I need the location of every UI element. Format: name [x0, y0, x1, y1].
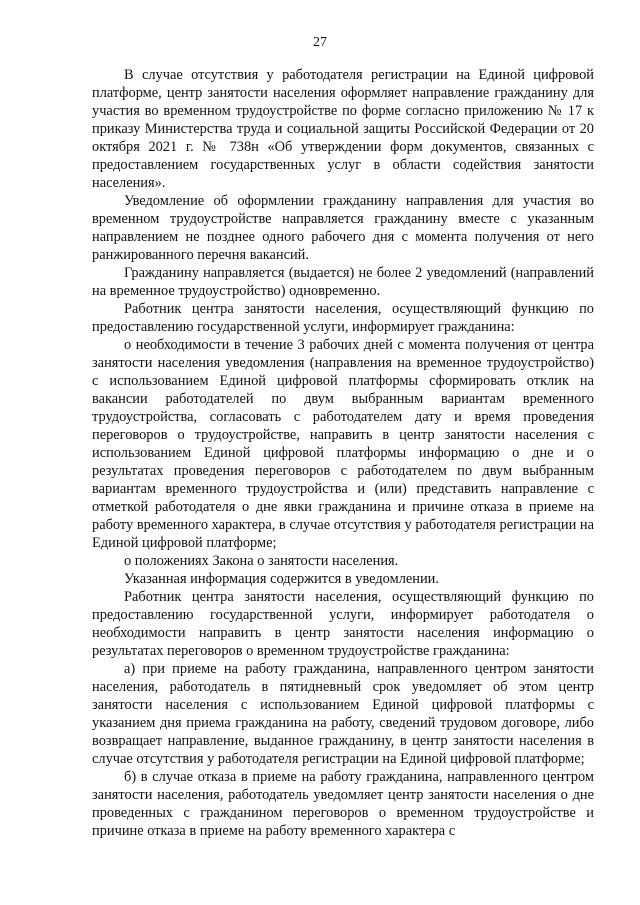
paragraph-informs-employer: Работник центра занятости населения, осуществляющий функцию по предоставлению государственной услуги, информирует работодателя о необходимости направить в центр занятости населения информацию о результатах переговоров о временном трудоустройстве гражданина: [92, 589, 594, 659]
document-body [92, 66, 594, 840]
paragraph-info-in-notification: Указанная информация содержится в уведомлении. [124, 571, 439, 587]
paragraph-no-registration: В случае отсутствия у работодателя регистрации на Единой цифровой платформе, центр занятости населения оформляет направление гражданину для участия во временном трудоустройстве по форме согласно приложению № 17 к приказу Министерства труда и социальной защиты Российской Федерации от 20 октября 2021 г. № 738н «Об утверждении форм документов, связанных с предоставлением государственных услуг в области содействия занятости населения». [92, 67, 594, 191]
paragraph-law-provisions: о положениях Закона о занятости населения. [124, 553, 399, 569]
paragraph-notification: Уведомление об оформлении гражданину направления для участия во временном трудоустройстве направляется гражданину вместе с указанным направлением не позднее одного рабочего дня с момента получения от него ранжированного перечня вакансий. [92, 193, 594, 263]
paragraph-necessity: о необходимости в течение 3 рабочих дней с момента получения от центра занятости населения уведомления (направления на временное трудоустройство) с использованием Единой цифровой платформы сформировать отклик на вакансии работодателей по двум выбранным вариантам временного трудоустройства, согласовать с работодателем дату и время проведения переговоров о трудоустройстве, направить в центр занятости населения с использованием Единой цифровой платформы информацию о дне и о результатах проведения переговоров с работодателем по двум выбранным вариантам временного трудоустройства и (или) представить направление с отметкой работодателя о дне явки гражданина и причине отказа в приеме на работу временного характера, в случае отсутствия у работодателя регистрации на Единой цифровой платформе; [92, 337, 594, 551]
paragraph-item-a: а) при приеме на работу гражданина, направленного центром занятости населения, работодатель в пятидневный срок уведомляет об этом центр занятости населения с использованием Единой цифровой платформы с указанием дня приема гражданина на работу, сведений трудовом договоре, либо возвращает направление, выданное гражданину, в центр занятости населения в случае отсутствия у работодателя регистрации на Единой цифровой платформе; [92, 661, 594, 767]
paragraph-item-b: б) в случае отказа в приеме на работу гражданина, направленного центром занятости населения, работодатель уведомляет центр занятости населения о дне проведенных с гражданином переговоров о временном трудоустройстве и причине отказа в приеме на работу временного характера с [92, 769, 594, 839]
page-number: 27 [313, 35, 327, 50]
paragraph-informs-citizen: Работник центра занятости населения, осуществляющий функцию по предоставлению государственной услуги, информирует гражданина: [92, 301, 594, 335]
paragraph-limit: Гражданину направляется (выдается) не более 2 уведомлений (направлений на временное трудоустройство) одновременно. [92, 265, 594, 299]
